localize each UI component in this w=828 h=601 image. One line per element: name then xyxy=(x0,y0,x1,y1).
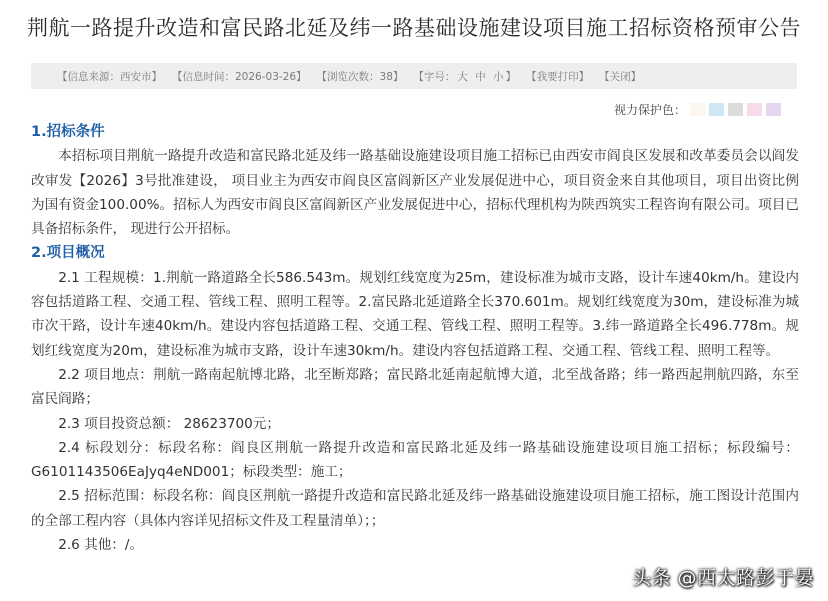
info-source: 【信息来源：西安市】 xyxy=(57,70,162,83)
color-swatch-blue[interactable] xyxy=(709,103,724,116)
section-heading-project-overview: 2.项目概况 xyxy=(31,245,105,262)
investment-paragraph: 2.3 项目投资总额： 28623700元； xyxy=(58,415,280,432)
project-location-paragraph: 2.2 项目地点：荆航一路南起航博北路，北至断郑路；富民路北延南起航博大道，北至战备路；纬一路西起荆航四路，东至富民阎路； xyxy=(31,366,799,408)
color-swatch-gray[interactable] xyxy=(728,103,743,116)
print-link[interactable]: 【我要打印】 xyxy=(526,70,590,83)
info-time: 【信息时间：2026-03-26】 xyxy=(172,70,307,83)
eye-protection-label: 视力保护色： xyxy=(613,102,686,117)
info-bar xyxy=(31,63,797,89)
info-views: 【浏览次数：38】 xyxy=(316,70,404,83)
watermark: 头条 @西太路彭于晏 xyxy=(631,567,814,589)
project-scale-paragraph: 2.1 工程规模：1.荆航一路道路全长586.543m。规划红线宽度为25m，建设标准为城市支路，设计车速40km/h。建设内容包括道路工程、交通工程、管线工程、照明工程等。2.富民路北延道路全长370.601m。规划红线宽度为30m，建设标准为城市次干路，设计车速40km/h。建设内容包括道路工程、交通工程、管线工程、照明工程等。3.纬一路道路全长496.778m。规划红线宽度为20m，建设标准为城市支路，设计车速30km/h。建设内容包括道路工程、交通工程、管线工程、照明工程等。 xyxy=(31,269,799,359)
lot-division-paragraph: 2.4 标段划分：标段名称：阎良区荆航一路提升改造和富民路北延及纬一路基础设施建设项目施工招标；标段编号：G6101143506EaJyq4eND001；标段类型：施工； xyxy=(31,439,799,481)
eye-protection-colors xyxy=(614,100,781,118)
font-size-label: 【字号： xyxy=(413,70,456,83)
section-heading-bidding-conditions: 1.招标条件 xyxy=(31,124,105,140)
color-swatch-pink[interactable] xyxy=(747,103,762,116)
bidding-scope-paragraph: 2.5 招标范围：标段名称：阎良区荆航一路提升改造和富民路北延及纬一路基础设施建设项目施工招标，施工图设计范围内的全部工程内容（具体内容详见招标文件及工程量清单）；； xyxy=(31,488,799,529)
bidding-conditions-paragraph: 本招标项目荆航一路提升改造和富民路北延及纬一路基础设施建设项目施工招标已由西安市阎良区发展和改革委员会以阎发改审发【2026】3号批准建设， 项目业主为西安市阎良区富阎新区产业发展促进中心，项目资金来自其他项目，项目出资比例为国有资金100.00%。招标人为西安市阎良区富阎新区产业发展促进中心，招标代理机构为陕西筑实工程咨询有限公司。项目已具备招标条件， 现进行公开招标。 xyxy=(31,148,799,238)
article-body xyxy=(31,120,799,557)
color-swatch-beige[interactable] xyxy=(690,103,705,116)
font-size-large-link[interactable]: 大 xyxy=(457,70,468,83)
page-title: 荆航一路提升改造和富民路北延及纬一路基础设施建设项目施工招标资格预审公告 xyxy=(27,16,801,40)
font-size-control xyxy=(413,69,516,84)
font-size-small-link[interactable]: 小 xyxy=(493,70,504,83)
other-paragraph: 2.6 其他：/。 xyxy=(58,537,144,554)
color-swatch-purple[interactable] xyxy=(766,103,781,116)
close-link[interactable]: 【关闭】 xyxy=(599,70,642,83)
font-size-medium-link[interactable]: 中 xyxy=(475,70,486,83)
font-size-bracket: 】 xyxy=(505,70,517,83)
